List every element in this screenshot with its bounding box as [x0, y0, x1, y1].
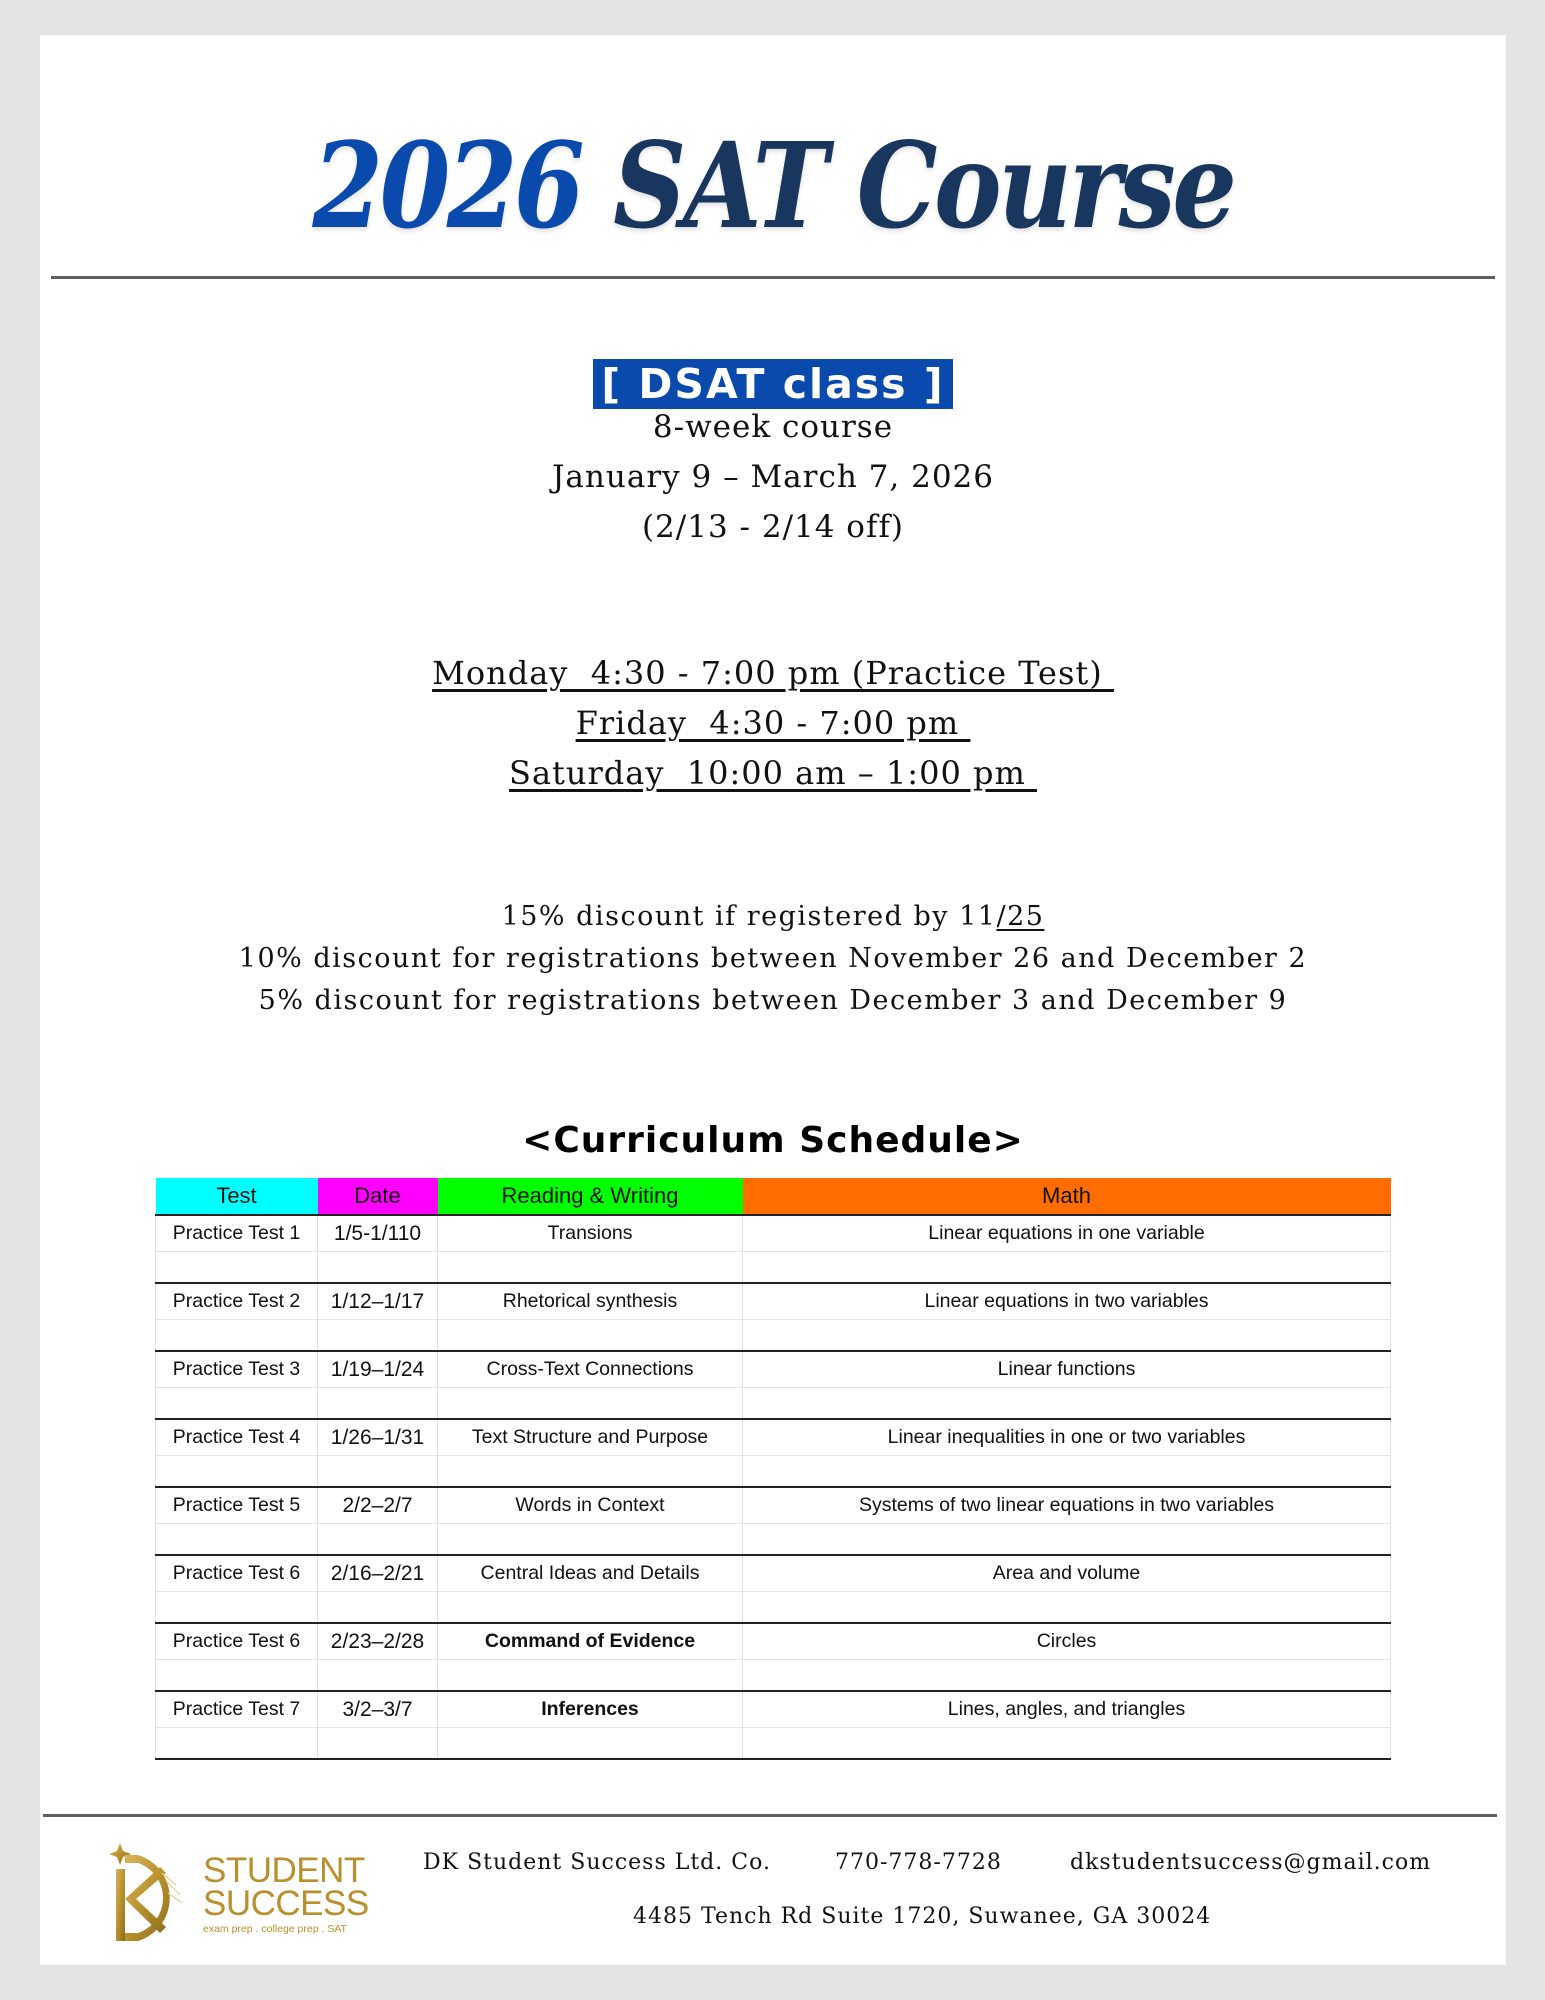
- schedule-friday: Friday 4:30 - 7:00 pm: [575, 704, 971, 742]
- cell-math: Circles: [743, 1623, 1391, 1660]
- cell-date: 2/2–2/7: [318, 1487, 438, 1524]
- empty-cell: [743, 1660, 1391, 1692]
- empty-cell: [743, 1456, 1391, 1488]
- empty-cell: [743, 1252, 1391, 1284]
- discount-1-text: 15% discount if registered by 11: [501, 901, 997, 932]
- empty-cell: [318, 1728, 438, 1760]
- column-header-date: Date: [318, 1178, 438, 1215]
- cell-math: Linear functions: [743, 1351, 1391, 1388]
- cell-test: Practice Test 3: [156, 1351, 318, 1388]
- logo-line-2: SUCCESS: [203, 1884, 369, 1923]
- empty-cell: [318, 1592, 438, 1624]
- table-row: [156, 1419, 1391, 1456]
- curriculum-table: [155, 1178, 1391, 1760]
- logo-line-1: STUDENT: [203, 1851, 365, 1890]
- table-row-spacer: [156, 1252, 1391, 1284]
- page-title: [143, 116, 1404, 255]
- cell-date: 1/12–1/17: [318, 1283, 438, 1320]
- cell-math: Lines, angles, and triangles: [743, 1691, 1391, 1728]
- cell-test: Practice Test 6: [156, 1555, 318, 1592]
- cell-test: Practice Test 6: [156, 1623, 318, 1660]
- table-row-spacer: [156, 1456, 1391, 1488]
- table-row: [156, 1555, 1391, 1592]
- cell-reading-writing: Inferences: [438, 1691, 743, 1728]
- table-row-spacer: [156, 1660, 1391, 1692]
- cell-reading-writing: Words in Context: [438, 1487, 743, 1524]
- empty-cell: [156, 1388, 318, 1420]
- title-year: 2026: [312, 116, 582, 255]
- cell-reading-writing: Rhetorical synthesis: [438, 1283, 743, 1320]
- cell-reading-writing: Central Ideas and Details: [438, 1555, 743, 1592]
- cell-date: 1/5-1/110: [318, 1215, 438, 1252]
- empty-cell: [438, 1252, 743, 1284]
- cell-reading-writing: Transions: [438, 1215, 743, 1252]
- table-row: [156, 1487, 1391, 1524]
- cell-date: 1/19–1/24: [318, 1351, 438, 1388]
- street-address: 4485 Tench Rd Suite 1720, Suwanee, GA 30024: [633, 1904, 1212, 1929]
- discount-line-3: 5% discount for registrations between December 3 and December 9: [258, 985, 1288, 1016]
- empty-cell: [743, 1592, 1391, 1624]
- discount-1-date: /25: [996, 901, 1045, 932]
- empty-cell: [156, 1320, 318, 1352]
- cell-date: 1/26–1/31: [318, 1419, 438, 1456]
- empty-cell: [318, 1252, 438, 1284]
- empty-cell: [156, 1252, 318, 1284]
- cell-date: 2/16–2/21: [318, 1555, 438, 1592]
- empty-cell: [438, 1456, 743, 1488]
- empty-cell: [438, 1388, 743, 1420]
- course-duration: 8-week course: [652, 409, 894, 445]
- cell-test: Practice Test 7: [156, 1691, 318, 1728]
- company-name: DK Student Success Ltd. Co.: [423, 1850, 771, 1875]
- table-row-spacer: [156, 1320, 1391, 1352]
- empty-cell: [438, 1524, 743, 1556]
- table-row-spacer: [156, 1524, 1391, 1556]
- header-divider: [51, 276, 1495, 279]
- curriculum-title: <Curriculum Schedule>: [522, 1120, 1024, 1161]
- cell-test: Practice Test 4: [156, 1419, 318, 1456]
- cell-math: Linear equations in one variable: [743, 1215, 1391, 1252]
- empty-cell: [743, 1320, 1391, 1352]
- empty-cell: [318, 1456, 438, 1488]
- cell-math: Area and volume: [743, 1555, 1391, 1592]
- empty-cell: [743, 1728, 1391, 1760]
- table-row: [156, 1351, 1391, 1388]
- cell-reading-writing: Text Structure and Purpose: [438, 1419, 743, 1456]
- empty-cell: [438, 1728, 743, 1760]
- column-header-reading-writing: Reading & Writing: [438, 1178, 743, 1215]
- course-off-dates: (2/13 - 2/14 off): [641, 509, 905, 545]
- column-header-test: Test: [156, 1178, 318, 1215]
- table-header-row: [156, 1178, 1391, 1215]
- footer-divider: [43, 1814, 1497, 1817]
- empty-cell: [438, 1320, 743, 1352]
- cell-math: Linear equations in two variables: [743, 1283, 1391, 1320]
- phone-number[interactable]: 770-778-7728: [835, 1850, 1002, 1875]
- table-row-spacer: [156, 1728, 1391, 1760]
- empty-cell: [438, 1592, 743, 1624]
- empty-cell: [156, 1524, 318, 1556]
- cell-test: Practice Test 2: [156, 1283, 318, 1320]
- title-text: SAT Course: [613, 116, 1234, 255]
- table-row: [156, 1623, 1391, 1660]
- empty-cell: [438, 1660, 743, 1692]
- class-badge: [ DSAT class ]: [595, 361, 950, 407]
- logo-wordmark: [203, 1851, 369, 1923]
- table-row-spacer: [156, 1592, 1391, 1624]
- cell-test: Practice Test 1: [156, 1215, 318, 1252]
- cell-math: Systems of two linear equations in two variables: [743, 1487, 1391, 1524]
- empty-cell: [743, 1388, 1391, 1420]
- course-dates: January 9 – March 7, 2026: [552, 459, 994, 495]
- cell-test: Practice Test 5: [156, 1487, 318, 1524]
- cell-reading-writing: Command of Evidence: [438, 1623, 743, 1660]
- logo-tagline: exam prep . college prep . SAT: [203, 1923, 347, 1935]
- empty-cell: [156, 1728, 318, 1760]
- column-header-math: Math: [743, 1178, 1391, 1215]
- empty-cell: [156, 1592, 318, 1624]
- class-badge-wrap: [40, 361, 1506, 407]
- table-row: [156, 1215, 1391, 1252]
- empty-cell: [156, 1456, 318, 1488]
- cell-date: 2/23–2/28: [318, 1623, 438, 1660]
- table-row-spacer: [156, 1388, 1391, 1420]
- empty-cell: [318, 1524, 438, 1556]
- table-row: [156, 1691, 1391, 1728]
- empty-cell: [743, 1524, 1391, 1556]
- schedule-saturday: Saturday 10:00 am – 1:00 pm: [509, 754, 1037, 792]
- email-address[interactable]: dkstudentsuccess@gmail.com: [1070, 1850, 1432, 1875]
- schedule-monday: Monday 4:30 - 7:00 pm (Practice Test): [432, 654, 1114, 692]
- empty-cell: [318, 1388, 438, 1420]
- cell-reading-writing: Cross-Text Connections: [438, 1351, 743, 1388]
- discount-line-2: 10% discount for registrations between November 26 and December 2: [238, 943, 1308, 974]
- cell-math: Linear inequalities in one or two variables: [743, 1419, 1391, 1456]
- discount-line-1: [40, 900, 1506, 934]
- table-row: [156, 1283, 1391, 1320]
- flyer-page: [40, 35, 1506, 1965]
- empty-cell: [318, 1320, 438, 1352]
- empty-cell: [318, 1660, 438, 1692]
- empty-cell: [156, 1660, 318, 1692]
- curriculum-body: [156, 1215, 1391, 1759]
- cell-date: 3/2–3/7: [318, 1691, 438, 1728]
